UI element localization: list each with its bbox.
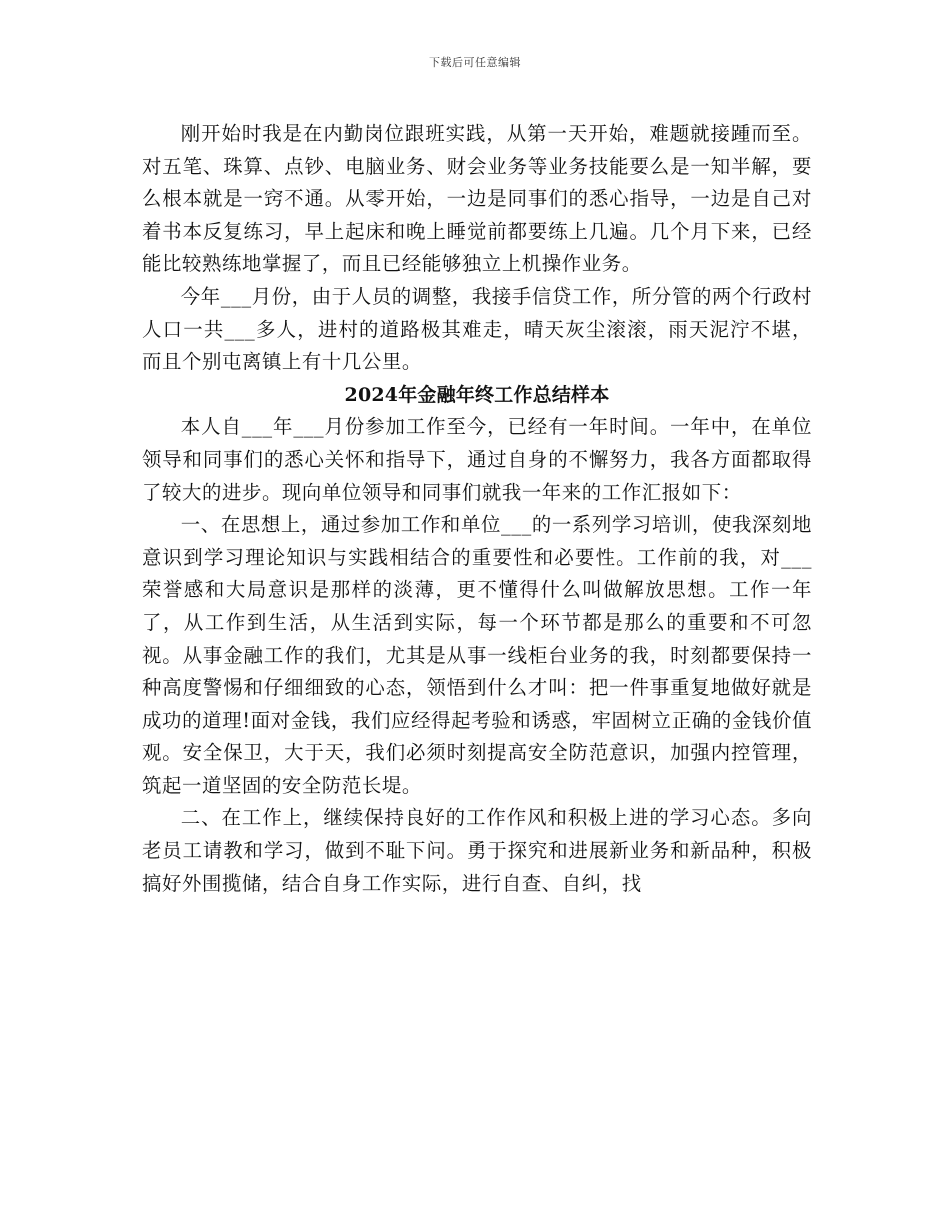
- section-title: 2024年金融年终工作总结样本: [344, 383, 610, 406]
- paragraph-intro: 本人自___年___月份参加工作至今，已经有一年时间。一年中，在单位领导和同事们的悉心关怀和指导下，通过自身的不懈努力，我各方面都取得了较大的进步。现向单位领导和同事们就我一年来的工作汇报如下：: [142, 415, 812, 504]
- document-body: [142, 118, 812, 900]
- paragraph-ideology: 一、在思想上，通过参加工作和单位___的一系列学习培训，使我深刻地意识到学习理论知识与实践相结合的重要性和必要性。工作前的我，对___荣誉感和大局意识是那样的淡薄，更不懂得什么叫做解放思想。工作一年了，从工作到生活，从生活到实际，每一个环节都是那么的重要和不可忽视。从事金融工作的我们，尤其是从事一线柜台业务的我，时刻都要保持一种高度警惕和仔细细致的心态，领悟到什么才叫：把一件事重复地做好就是成功的道理!面对金钱，我们应经得起考验和诱惑，牢固树立正确的金钱价值观。安全保卫，大于天，我们必须时刻提高安全防范意识，加强内控管理，筑起一道坚固的安全防范长堤。: [142, 513, 812, 797]
- paragraph-work: 二、在工作上，继续保持良好的工作作风和积极上进的学习心态。多向老员工请教和学习，做到不耻下问。勇于探究和进展新业务和新品种，积极搞好外围揽储，结合自身工作实际，进行自查、自纠，找: [142, 806, 812, 895]
- paragraph-credit-work: 今年___月份，由于人员的调整，我接手信贷工作，所分管的两个行政村人口一共___多人，进村的道路极其难走，晴天灰尘滚滚，雨天泥泞不堪，而且个别屯离镇上有十几公里。: [142, 284, 812, 374]
- paragraph-internal-work: 刚开始时我是在内勤岗位跟班实践，从第一天开始，难题就接踵而至。对五笔、珠算、点钞、电脑业务、财会业务等业务技能要么是一知半解，要么根本就是一窍不通。从零开始，一边是同事们的悉心指导，一边是自己对着书本反复练习，早上起床和晚上睡觉前都要练上几遍。几个月下来，已经能比较熟练地掌握了，而且已经能够独立上机操作业务。: [142, 122, 812, 276]
- page-header-note: 下载后可任意编辑: [429, 56, 521, 69]
